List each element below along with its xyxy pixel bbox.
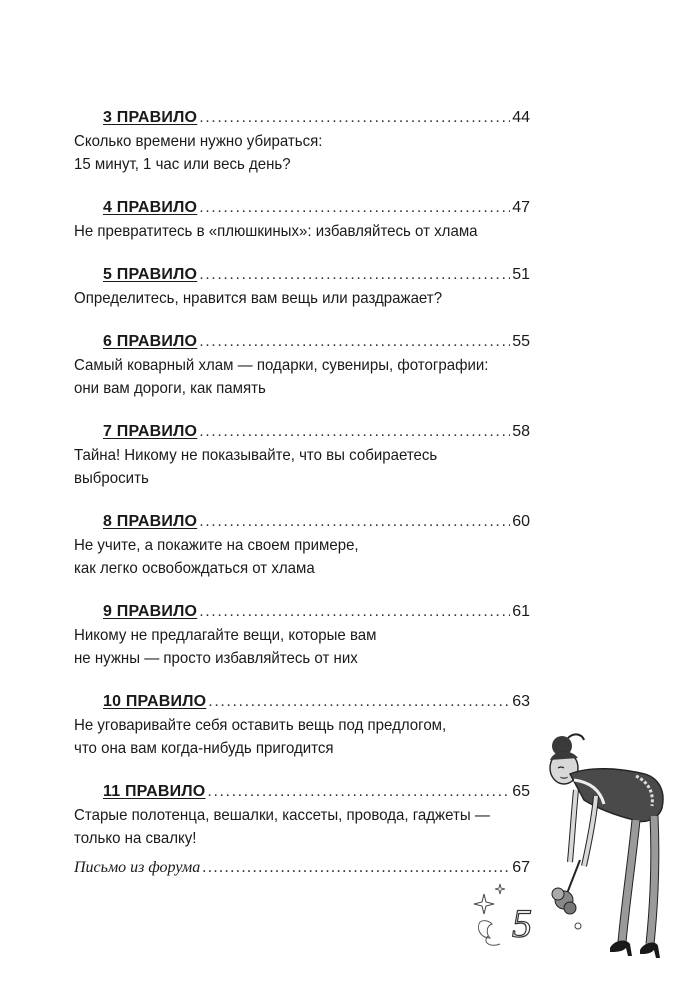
- rule-description-line: 15 минут, 1 час или весь день?: [74, 156, 291, 173]
- rule-description-line: Определитесь, нравится вам вещь или раздражает?: [74, 290, 443, 307]
- dot-leader: [199, 330, 510, 354]
- rule-description-line: они вам дороги, как память: [74, 380, 266, 397]
- rule-label: 11 ПРАВИЛО: [103, 783, 206, 800]
- toc-entry-heading: [74, 263, 530, 287]
- rule-description-line: не нужны — просто избавляйтесь от них: [74, 650, 358, 667]
- toc-entry-rule-6: [74, 330, 530, 400]
- toc-entry-rule-9: [74, 600, 530, 670]
- toc-entry-heading: [74, 420, 530, 444]
- toc-entry-rule-8: [74, 510, 530, 580]
- toc-entry-heading: [74, 330, 530, 354]
- page-number: 65: [512, 783, 530, 800]
- rule-label: 3 ПРАВИЛО: [103, 109, 198, 126]
- toc-entry-heading: [74, 106, 530, 130]
- toc-entry-rule-4: [74, 196, 530, 243]
- page-number: 60: [512, 513, 530, 530]
- rule-label: 6 ПРАВИЛО: [103, 333, 198, 350]
- toc-entry-heading: [74, 510, 530, 534]
- rule-label: 7 ПРАВИЛО: [103, 423, 198, 440]
- rule-description-line: Старые полотенца, вешалки, кассеты, провода, гаджеты —: [74, 807, 490, 824]
- rule-description-line: выбросить: [74, 470, 149, 487]
- toc-entry-rule-5: [74, 263, 530, 310]
- toc-entry-rule-7: [74, 420, 530, 490]
- page-number: 55: [512, 333, 530, 350]
- rule-description-line: Не превратитесь в «плюшкиных»: избавляйтесь от хлама: [74, 223, 478, 240]
- rule-description-line: Никому не предлагайте вещи, которые вам: [74, 627, 377, 644]
- toc-entry-heading: [74, 196, 530, 220]
- toc-entry-rule-10: [74, 690, 530, 760]
- rule-description-line: как легко освобождаться от хлама: [74, 560, 315, 577]
- dot-leader: [199, 106, 510, 130]
- rule-label: 5 ПРАВИЛО: [103, 266, 198, 283]
- rule-description-line: Не учите, а покажите на своем примере,: [74, 537, 359, 554]
- rule-description-line: только на свалку!: [74, 830, 197, 847]
- dot-leader: [199, 263, 510, 287]
- dot-leader: [202, 856, 510, 880]
- toc-entry-heading: [74, 690, 530, 714]
- rule-label: 8 ПРАВИЛО: [103, 513, 198, 530]
- rule-description-line: Самый коварный хлам — подарки, сувениры, фотографии:: [74, 357, 489, 374]
- toc-entry-rule-3: [74, 106, 530, 176]
- page-number: 61: [512, 603, 530, 620]
- table-of-contents: [74, 106, 530, 850]
- page-number: 63: [512, 693, 530, 710]
- dot-leader: [199, 196, 510, 220]
- rule-description-line: Сколько времени нужно убираться:: [74, 133, 323, 150]
- rule-description-line: Тайна! Никому не показывайте, что вы собираетесь: [74, 447, 438, 464]
- rule-description-line: Не уговаривайте себя оставить вещь под предлогом,: [74, 717, 447, 734]
- rule-description-line: что она вам когда-нибудь пригодится: [74, 740, 334, 757]
- forum-letter-label: Письмо из форума: [74, 859, 201, 876]
- page-number: 51: [512, 266, 530, 283]
- rule-label: 4 ПРАВИЛО: [103, 199, 198, 216]
- page-number: 67: [512, 859, 530, 876]
- rule-label: 9 ПРАВИЛО: [103, 603, 198, 620]
- toc-entry-forum-letter: [74, 856, 530, 880]
- dot-leader: [199, 420, 510, 444]
- page-number: 47: [512, 199, 530, 216]
- page-number: 44: [512, 109, 530, 126]
- page-number-ornament: 5: [512, 901, 532, 946]
- dot-leader: [208, 690, 510, 714]
- toc-entry-heading: [74, 600, 530, 624]
- toc-entry-rule-11: [74, 780, 530, 850]
- toc-entry-heading: [74, 780, 530, 804]
- page-number: 58: [512, 423, 530, 440]
- rule-label: 10 ПРАВИЛО: [103, 693, 207, 710]
- dot-leader: [207, 780, 510, 804]
- maid-with-feather-duster-illustration: [540, 730, 681, 965]
- dot-leader: [199, 510, 510, 534]
- dot-leader: [199, 600, 510, 624]
